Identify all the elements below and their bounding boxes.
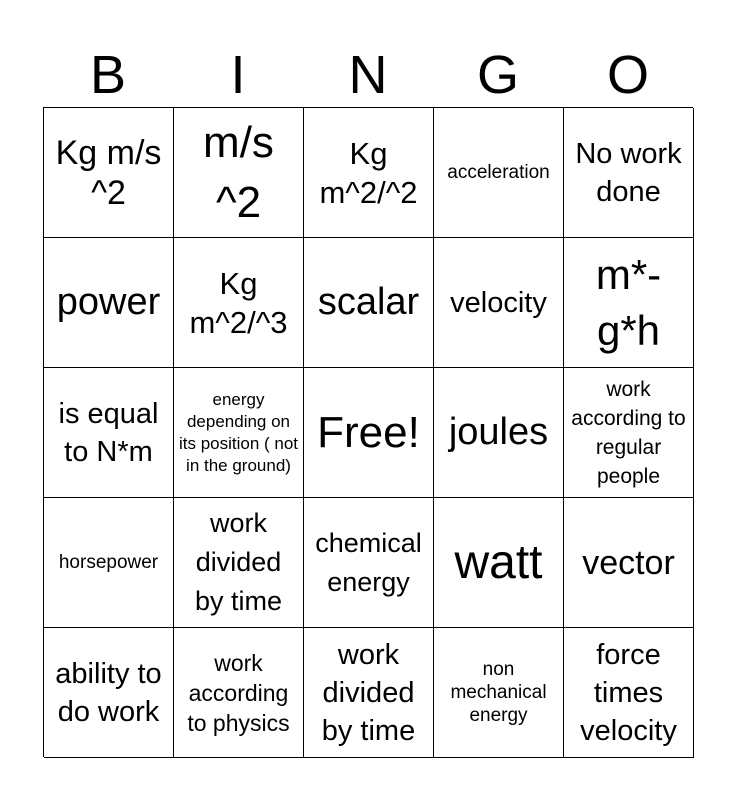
header-letter-o: O [606,45,649,105]
header-letter-g: G [476,45,519,105]
cell-text: watt [454,535,543,589]
cell-text: non mechanical energy [450,659,547,726]
bingo-cell[interactable] [564,628,694,758]
cell-text: horsepower [58,552,159,573]
cell-text: Kg m^2/^3 [189,265,288,340]
bingo-cell[interactable] [174,238,304,368]
cell-text: Free! [317,407,420,457]
cell-text: m/s ^2 [203,117,274,227]
cell-text: ability to do work [55,657,162,728]
bingo-header [43,40,693,106]
cell-text: acceleration [447,162,550,183]
bingo-cell[interactable] [434,368,564,498]
header-letter-i: I [230,45,246,105]
bingo-cell[interactable] [304,498,434,628]
cell-text: joules [448,411,549,453]
bingo-cell[interactable] [564,238,694,368]
bingo-cell[interactable] [564,498,694,628]
bingo-cell[interactable] [434,108,564,238]
bingo-cell[interactable] [434,238,564,368]
bingo-cell[interactable] [434,498,564,628]
cell-text: scalar [317,281,420,323]
cell-text: chemical energy [315,527,422,597]
bingo-cell[interactable] [174,498,304,628]
cell-text: work according to regular people [571,377,686,488]
bingo-cell[interactable] [304,238,434,368]
bingo-cell[interactable] [564,368,694,498]
bingo-cell[interactable] [304,368,434,498]
bingo-cell[interactable] [44,108,174,238]
cell-text: Kg m/s ^2 [55,133,162,212]
bingo-cell[interactable] [174,368,304,498]
header-letter-n: N [348,45,388,105]
bingo-cell[interactable] [304,108,434,238]
bingo-board [43,107,693,757]
cell-text: energy depending on its position ( not in the ground) [178,389,299,475]
cell-text: power [56,281,161,323]
bingo-cell[interactable] [44,628,174,758]
cell-text: work divided by time [194,508,283,616]
cell-text: force times velocity [580,638,677,747]
bingo-cell[interactable] [434,628,564,758]
bingo-cell[interactable] [304,628,434,758]
bingo-cell[interactable] [44,498,174,628]
bingo-cell[interactable] [174,628,304,758]
cell-text: work according to physics [187,649,290,736]
bingo-cell[interactable] [564,108,694,238]
cell-text: No work done [575,137,682,208]
cell-text: work divided by time [321,638,416,747]
cell-text: is equal to N*m [58,397,159,468]
bingo-cell[interactable] [44,368,174,498]
header-letter-b: B [89,45,127,105]
cell-text: Kg m^2/^2 [319,135,418,210]
cell-text: velocity [450,286,547,319]
cell-text: m*-g*h [595,250,662,354]
cell-text: vector [582,543,675,582]
bingo-cell[interactable] [44,238,174,368]
bingo-cell[interactable] [174,108,304,238]
